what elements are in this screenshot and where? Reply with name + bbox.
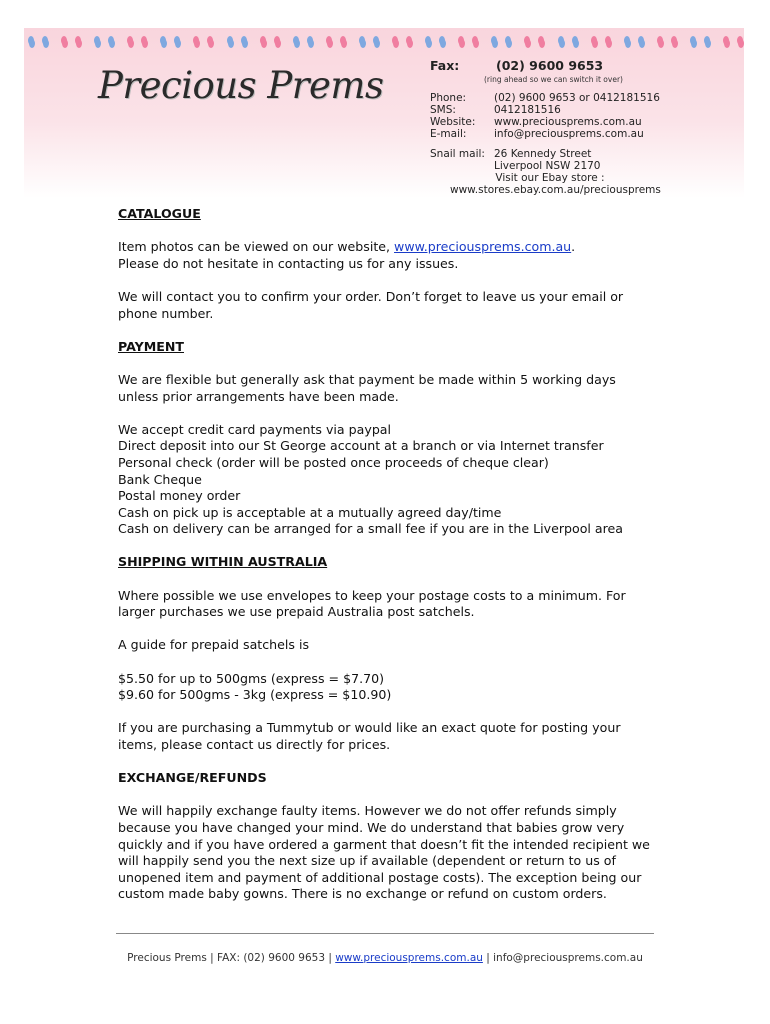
baby-foot-icon [373,36,379,45]
baby-foot-icon [326,36,332,45]
sms-label: SMS: [430,104,456,116]
snail-mail-row [430,148,660,172]
baby-foot-icon [425,36,431,45]
baby-foot-icon [657,36,663,45]
baby-foot-icon [274,36,280,45]
ebay-line-1: Visit our Ebay store : [495,172,605,184]
address-line-1: 26 Kennedy Street [494,148,592,160]
payment-method: Cash on delivery can be arranged for a small fee if you are in the Liverpool area [118,521,623,537]
ebay-store-url: www.stores.ebay.com.au/preciousprems [450,184,661,196]
baby-foot-icon [638,36,644,45]
baby-foot-icon [524,36,530,45]
email-value: info@preciousprems.com.au [494,128,644,140]
payment-method: We accept credit card payments via paypal [118,421,392,437]
baby-foot-icon [307,36,313,45]
baby-foot-icon [160,36,166,45]
baby-foot-icon [624,36,630,45]
payment-heading: PAYMENT [118,338,184,354]
shipping-rate: $5.50 for up to 500gms (express = $7.70) [118,670,385,686]
sms-value: 0412181516 [494,104,561,116]
phone-label: Phone: [430,92,467,104]
baby-foot-icon [558,36,564,45]
baby-foot-icon [458,36,464,45]
payment-method: Cash on pick up is acceptable at a mutually agreed day/time [118,504,502,520]
baby-foot-icon [737,36,743,45]
fax-note: (ring ahead so we can switch it over) [484,75,623,84]
snail-mail-label: Snail mail: [430,148,485,160]
baby-foot-icon [359,36,365,45]
baby-foot-icon [572,36,578,45]
document-body [118,206,658,903]
payment-method: Direct deposit into our St George account at a branch or via Internet transfer [118,438,604,454]
website-label: Website: [430,116,476,128]
website-link[interactable]: www.preciousprems.com.au [394,239,572,255]
baby-feet-border [24,30,744,52]
website-value: www.preciousprems.com.au [494,116,642,128]
baby-foot-icon [141,36,147,45]
address-line-2: Liverpool NSW 2170 [494,160,601,172]
baby-foot-icon [174,36,180,45]
baby-foot-icon [505,36,511,45]
contact-block [430,60,660,172]
baby-foot-icon [42,36,48,45]
fax-value: (02) 9600 9653 [496,58,604,73]
fax-row [430,60,660,72]
exchange-paragraph: We will happily exchange faulty items. However we do not offer refunds simply because you have changed your mind. We do understand that babies grow very quickly and if you have ordered a garment that doesn’t fit the intended recipient we will happily send you the next size up if available (dependent or return to us of unopened item and payment of additional postage costs). The exception being our custom made baby gowns. There is no exchange or refund on custom orders. [118,803,650,902]
shipping-paragraph-1: Where possible we use envelopes to keep your postage costs to a minimum. For larger purchases we use prepaid Australia post satchels. [118,587,626,620]
phone-row [430,92,660,104]
catalogue-heading: CATALOGUE [118,206,201,221]
catalogue-paragraph-2: We will contact you to confirm your order. Don’t forget to leave us your email or phone number. [118,288,624,321]
baby-foot-icon [605,36,611,45]
baby-foot-icon [591,36,597,45]
fax-label: Fax: [430,58,460,73]
baby-foot-icon [671,36,677,45]
payment-paragraph-1: We are flexible but generally ask that payment be made within 5 working days unless prior arrangements have been made. [118,371,616,404]
baby-foot-icon [690,36,696,45]
baby-foot-icon [340,36,346,45]
baby-foot-icon [491,36,497,45]
baby-foot-icon [75,36,81,45]
baby-foot-icon [127,36,133,45]
ebay-store-note [450,172,661,196]
catalogue-paragraph-1: Item photos can be viewed on our website, www.preciousprems.com.au. Please do not hesitate in contacting us for any issues. [118,239,576,271]
phone-value: (02) 9600 9653 or 0412181516 [494,92,660,104]
shipping-paragraph-3: If you are purchasing a Tummytub or would like an exact quote for posting your items, please contact us directly for prices. [118,720,621,752]
footer-website-link[interactable]: www.preciousprems.com.au [335,952,483,964]
sms-row [430,104,660,116]
shipping-rate: $9.60 for 500gms - 3kg (express = $10.90) [118,687,392,703]
baby-foot-icon [406,36,412,45]
baby-foot-icon [193,36,199,45]
baby-foot-icon [538,36,544,45]
baby-foot-icon [439,36,445,45]
payment-method: Personal check (order will be posted once proceeds of cheque clear) [118,454,549,470]
baby-foot-icon [108,36,114,45]
baby-foot-icon [392,36,398,45]
baby-foot-icon [28,36,34,45]
baby-foot-icon [704,36,710,45]
shipping-paragraph-2: A guide for prepaid satchels is [118,637,310,653]
baby-foot-icon [472,36,478,45]
payment-method: Postal money order [118,488,241,504]
page-footer: Precious Prems | FAX: (02) 9600 9653 | www.preciousprems.com.au | info@preciousprems.com.au [127,952,643,964]
exchange-heading: EXCHANGE/REFUNDS [118,770,267,786]
company-logo: Precious Prems [98,64,384,107]
baby-foot-icon [61,36,67,45]
email-row [430,128,660,140]
baby-foot-icon [227,36,233,45]
baby-foot-icon [260,36,266,45]
baby-foot-icon [723,36,729,45]
payment-method: Bank Cheque [118,471,202,487]
baby-foot-icon [241,36,247,45]
email-label: E-mail: [430,128,467,140]
baby-foot-icon [94,36,100,45]
website-row [430,116,660,128]
baby-foot-icon [207,36,213,45]
baby-foot-icon [293,36,299,45]
shipping-heading: SHIPPING WITHIN AUSTRALIA [118,554,328,570]
footer-divider [116,933,654,934]
